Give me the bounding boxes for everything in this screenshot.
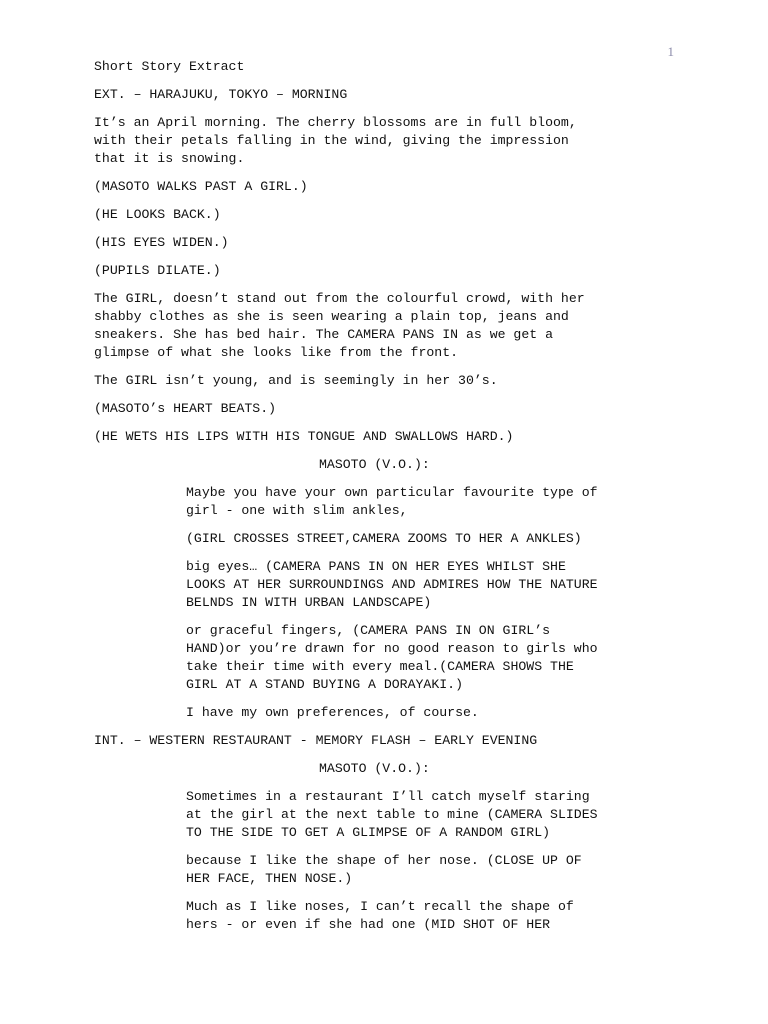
dialogue-block: [94, 704, 694, 722]
action-block: [94, 178, 694, 196]
script-line: take their time with every meal.(CAMERA SHOWS THE: [186, 659, 574, 674]
script-line: HER FACE, THEN NOSE.): [186, 871, 353, 886]
screenplay-blocks: [94, 86, 694, 934]
script-line: BELNDS IN WITH URBAN LANDSCAPE): [186, 595, 432, 610]
script-line: GIRL AT A STAND BUYING A DORAYAKI.): [186, 677, 463, 692]
action-block: [94, 206, 694, 224]
script-line: at the girl at the next table to mine (CAMERA SLIDES: [186, 807, 598, 822]
character-name: [94, 456, 694, 474]
dialogue-block: [94, 558, 694, 612]
script-line: that it is snowing.: [94, 151, 245, 166]
dialogue-block: [94, 622, 694, 694]
script-line: Much as I like noses, I can’t recall the shape of: [186, 899, 574, 914]
script-line: (PUPILS DILATE.): [94, 263, 221, 278]
action-block: [94, 372, 694, 390]
script-line: with their petals falling in the wind, giving the impression: [94, 133, 569, 148]
character-name: [94, 760, 694, 778]
dialogue-block: [94, 530, 694, 548]
script-line: EXT. – HARAJUKU, TOKYO – MORNING: [94, 87, 348, 102]
screenplay-body: [94, 58, 694, 944]
script-line: shabby clothes as she is seen wearing a plain top, jeans and: [94, 309, 569, 324]
script-line: because I like the shape of her nose. (CLOSE UP OF: [186, 853, 582, 868]
script-line: HAND)or you’re drawn for no good reason to girls who: [186, 641, 598, 656]
script-line: LOOKS AT HER SURROUNDINGS AND ADMIRES HOW THE NATURE: [186, 577, 598, 592]
script-line: It’s an April morning. The cherry blossoms are in full bloom,: [94, 115, 577, 130]
script-line: (HIS EYES WIDEN.): [94, 235, 229, 250]
script-line: hers - or even if she had one (MID SHOT OF HER: [186, 917, 551, 932]
script-line: MASOTO (V.O.):: [319, 761, 430, 776]
script-line: The GIRL isn’t young, and is seemingly in her 30’s.: [94, 373, 498, 388]
script-line: (HE LOOKS BACK.): [94, 207, 221, 222]
script-line: girl - one with slim ankles,: [186, 503, 408, 518]
script-line: INT. – WESTERN RESTAURANT - MEMORY FLASH – EARLY EVENING: [94, 733, 538, 748]
action-block: [94, 400, 694, 418]
action-block: [94, 262, 694, 280]
dialogue-block: [94, 898, 694, 934]
dialogue-block: [94, 852, 694, 888]
script-line: or graceful fingers, (CAMERA PANS IN ON GIRL’s: [186, 623, 551, 638]
script-line: Maybe you have your own particular favourite type of: [186, 485, 598, 500]
action-block: [94, 290, 694, 362]
script-line: glimpse of what she looks like from the front.: [94, 345, 459, 360]
script-line: big eyes… (CAMERA PANS IN ON HER EYES WHILST SHE: [186, 559, 566, 574]
script-line: (MASOTO’s HEART BEATS.): [94, 401, 277, 416]
script-line: Sometimes in a restaurant I’ll catch myself staring: [186, 789, 590, 804]
scene-heading: [94, 732, 694, 750]
action-block: [94, 428, 694, 446]
script-line: (HE WETS HIS LIPS WITH HIS TONGUE AND SWALLOWS HARD.): [94, 429, 514, 444]
script-line: (MASOTO WALKS PAST A GIRL.): [94, 179, 308, 194]
action-block: [94, 114, 694, 168]
dialogue-block: [94, 788, 694, 842]
action-block: [94, 234, 694, 252]
script-line: The GIRL, doesn’t stand out from the colourful crowd, with her: [94, 291, 585, 306]
script-line: I have my own preferences, of course.: [186, 705, 479, 720]
script-line: sneakers. She has bed hair. The CAMERA PANS IN as we get a: [94, 327, 553, 342]
script-line: MASOTO (V.O.):: [319, 457, 430, 472]
dialogue-block: [94, 484, 694, 520]
script-line: TO THE SIDE TO GET A GLIMPSE OF A RANDOM GIRL): [186, 825, 551, 840]
script-line: (GIRL CROSSES STREET,CAMERA ZOOMS TO HER A ANKLES): [186, 531, 582, 546]
scene-heading: [94, 86, 694, 104]
document-title: Short Story Extract: [94, 59, 245, 74]
page-number: 1: [667, 44, 674, 59]
